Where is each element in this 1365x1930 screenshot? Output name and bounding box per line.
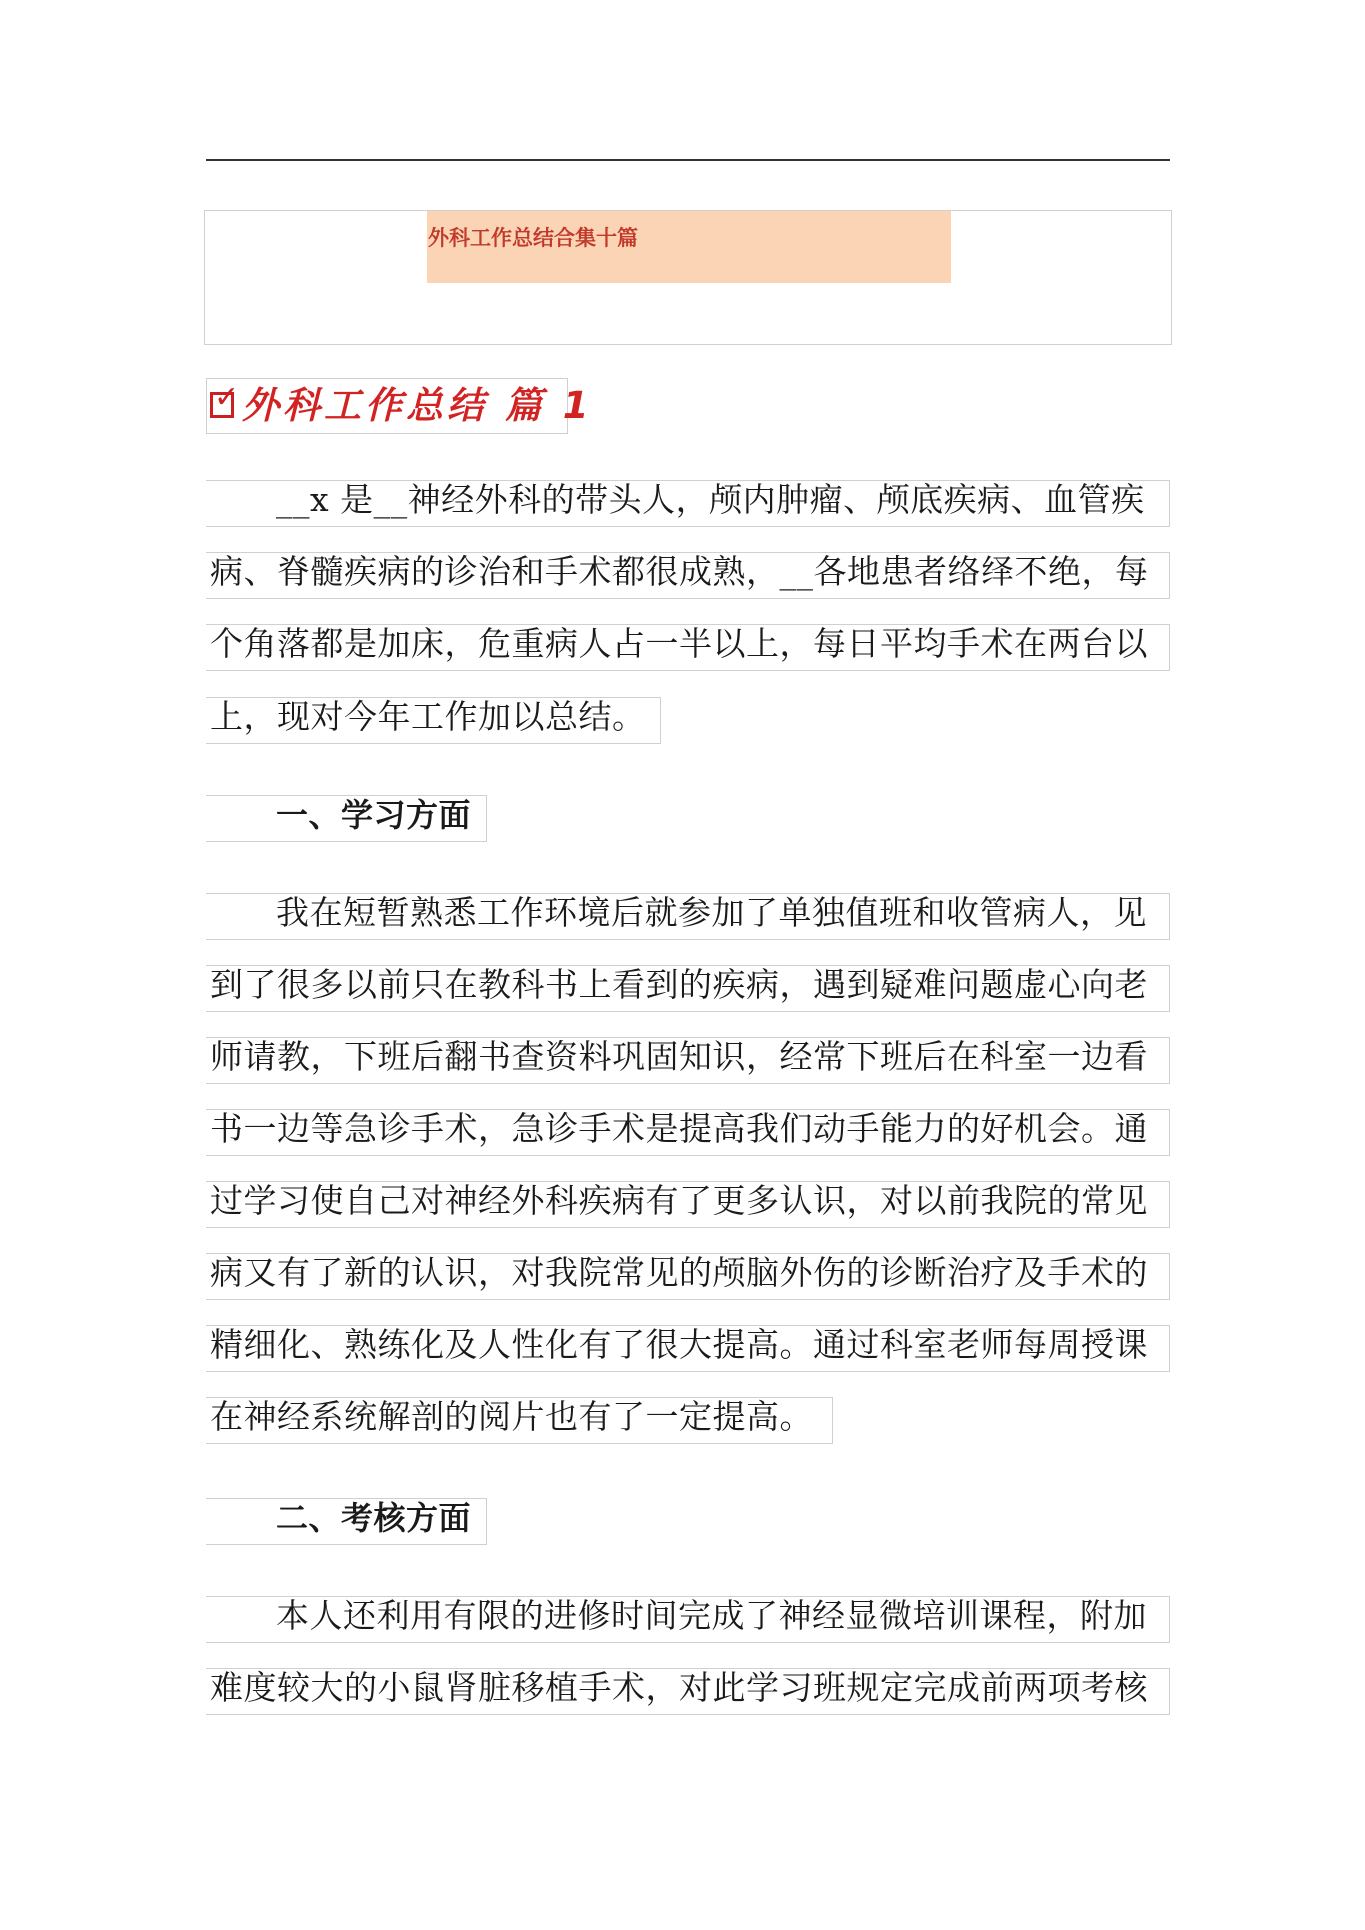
paragraph-line: 到了很多以前只在教科书上看到的疾病，遇到疑难问题虚心向老 <box>210 965 1148 1004</box>
paragraph-line: 上，现对今年工作加以总结。 <box>210 697 646 736</box>
paragraph-line: 在神经系统解剖的阅片也有了一定提高。 <box>210 1397 813 1436</box>
paragraph-line: 病、脊髓疾病的诊治和手术都很成熟，__各地患者络绎不绝，每 <box>210 552 1149 591</box>
paragraph-line: 本人还利用有限的进修时间完成了神经显微培训课程，附加 <box>276 1596 1147 1635</box>
paragraph-line: 过学习使自己对神经外科疾病有了更多认识，对以前我院的常见 <box>210 1181 1148 1220</box>
document-title: 外科工作总结合集十篇 <box>428 226 638 250</box>
checkmark-icon: ✓ <box>214 380 240 415</box>
paragraph-line: 个角落都是加床，危重病人占一半以上，每日平均手术在两台以 <box>210 624 1148 663</box>
paragraph-line: 书一边等急诊手术，急诊手术是提高我们动手能力的好机会。通 <box>210 1109 1148 1148</box>
paragraph-line: 我在短暂熟悉工作环境后就参加了单独值班和收管病人，见 <box>276 893 1147 932</box>
paragraph-line: 难度较大的小鼠肾脏移植手术，对此学习班规定完成前两项考核 <box>210 1668 1148 1707</box>
header-rule <box>206 159 1170 161</box>
paragraph-line: __x 是__神经外科的带头人，颅内肿瘤、颅底疾病、血管疾 <box>276 480 1145 519</box>
paragraph-line: 师请教，下班后翻书查资料巩固知识，经常下班后在科室一边看 <box>210 1037 1148 1076</box>
paragraph-line: 精细化、熟练化及人性化有了很大提高。通过科室老师每周授课 <box>210 1325 1148 1364</box>
section-heading: 一、学习方面 <box>276 796 472 834</box>
section-title: 外科工作总结 篇 1 <box>242 384 593 427</box>
paragraph-line: 病又有了新的认识，对我院常见的颅脑外伤的诊断治疗及手术的 <box>210 1253 1148 1292</box>
section-heading: 二、考核方面 <box>276 1499 472 1537</box>
